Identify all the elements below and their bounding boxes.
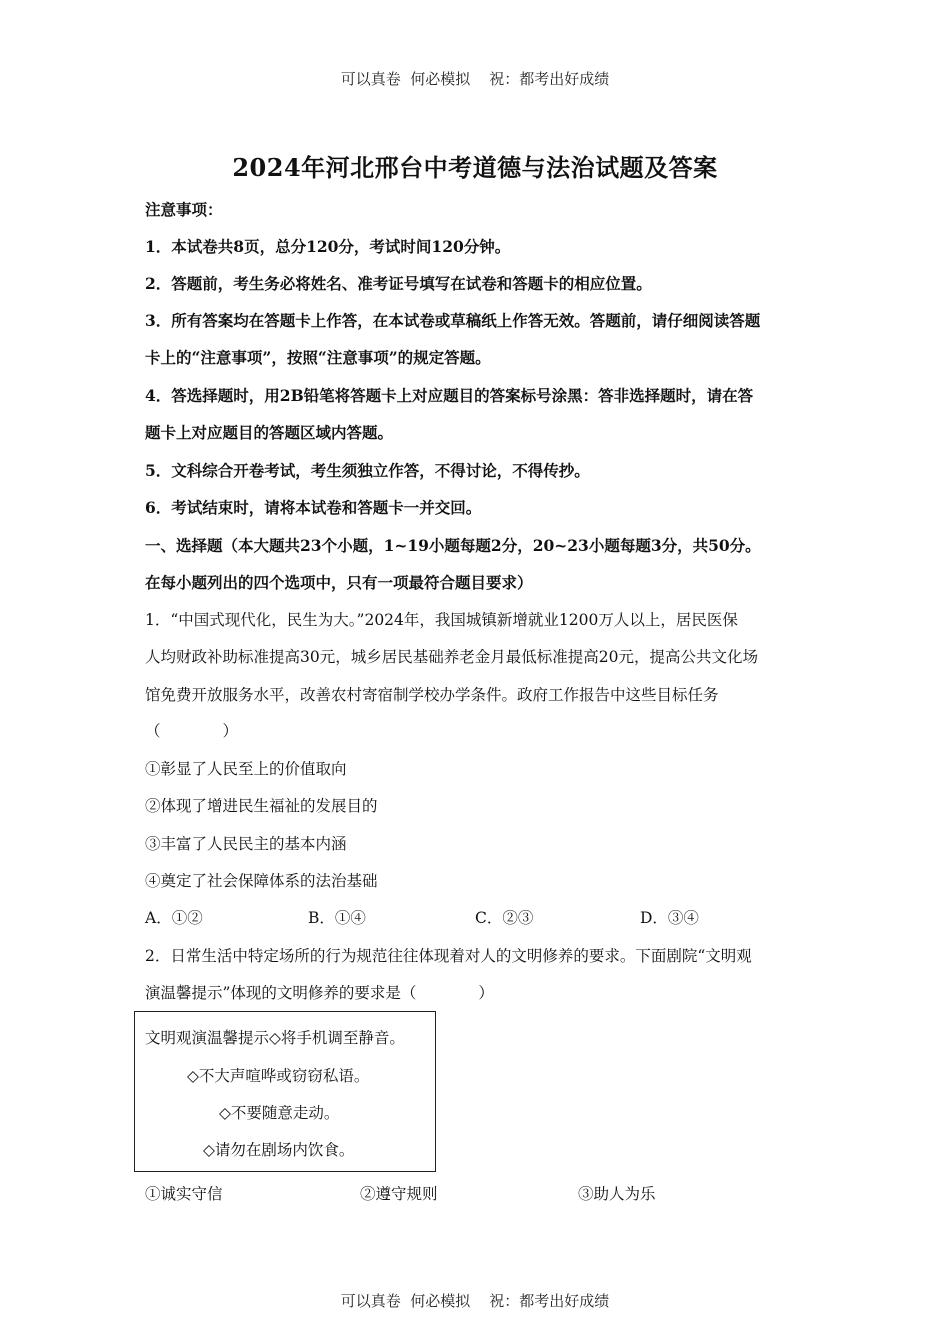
section-heading: 一、选择题（本大题共23个小题，1~19小题每题2分，20~23小题每题3分，共50分。 [145, 536, 761, 555]
q1-options [145, 908, 845, 928]
q1-answer-blank: （ ） [145, 722, 239, 740]
notice-line: ◇不大声喧哗或窃窃私语。 [187, 1067, 370, 1085]
option-a[interactable]: A．①② [145, 909, 203, 927]
q1-stem: 1．“中国式现代化，民生为大。”2024年，我国城镇新增就业1200万人以上，居民医保 [145, 611, 738, 629]
notice-line: 文明观演温馨提示◇将手机调至静音。 [145, 1029, 405, 1047]
option-c[interactable]: C．②③ [475, 909, 534, 927]
note-item: 卡上的“注意事项”，按照“注意事项”的规定答题。 [145, 348, 491, 367]
notes-heading: 注意事项： [145, 200, 223, 219]
q1-statement: ①彰显了人民至上的价值取向 [145, 760, 347, 778]
option-d[interactable]: D．③④ [640, 909, 699, 927]
document-title: 2024年河北邢台中考道德与法治试题及答案 [232, 153, 718, 182]
note-item: 5．文科综合开卷考试，考生须独立作答，不得讨论，不得传抄。 [145, 461, 590, 480]
q1-statement: ②体现了增进民生福祉的发展目的 [145, 797, 378, 815]
q1-statement: ④奠定了社会保障体系的法治基础 [145, 872, 378, 890]
notice-line: ◇请勿在剧场内饮食。 [203, 1141, 355, 1159]
note-item: 6．考试结束时，请将本试卷和答题卡一并交回。 [145, 498, 482, 517]
page-header: 可以真卷 何必模拟 祝：都考出好成绩 [340, 70, 610, 88]
page-footer: 可以真卷 何必模拟 祝：都考出好成绩 [340, 1292, 610, 1310]
note-item: 题卡上对应题目的答题区域内答题。 [145, 423, 394, 442]
note-item: 4．答选择题时，用2B铅笔将答题卡上对应题目的答案标号涂黑：答非选择题时，请在答 [145, 386, 754, 405]
q2-statement: ②遵守规则 [360, 1185, 438, 1203]
note-item: 2．答题前，考生务必将姓名、准考证号填写在试卷和答题卡的相应位置。 [145, 274, 652, 293]
theater-notice-box [134, 1011, 436, 1172]
notice-line: ◇不要随意走动。 [219, 1104, 340, 1122]
q2-stem: 2．日常生活中特定场所的行为规范往往体现着对人的文明修养的要求。下面剧院“文明观 [145, 947, 752, 965]
q1-stem: 人均财政补助标准提高30元，城乡居民基础养老金月最低标准提高20元，提高公共文化场 [145, 648, 758, 666]
note-item: 1．本试卷共8页，总分120分，考试时间120分钟。 [145, 237, 511, 256]
q2-stem: 演温馨提示”体现的文明修养的要求是（ ） [145, 984, 494, 1002]
q2-statement: ③助人为乐 [578, 1185, 656, 1203]
section-heading-cont: 在每小题列出的四个选项中，只有一项最符合题目要求） [145, 573, 533, 592]
option-b[interactable]: B．①④ [308, 909, 366, 927]
q2-statement: ①诚实守信 [145, 1185, 223, 1203]
q1-statement: ③丰富了人民民主的基本内涵 [145, 835, 347, 853]
note-item: 3．所有答案均在答题卡上作答，在本试卷或草稿纸上作答无效。答题前，请仔细阅读答题 [145, 311, 761, 330]
q2-statements [145, 1184, 845, 1204]
q1-stem: 馆免费开放服务水平，改善农村寄宿制学校办学条件。政府工作报告中这些目标任务 [145, 686, 719, 704]
